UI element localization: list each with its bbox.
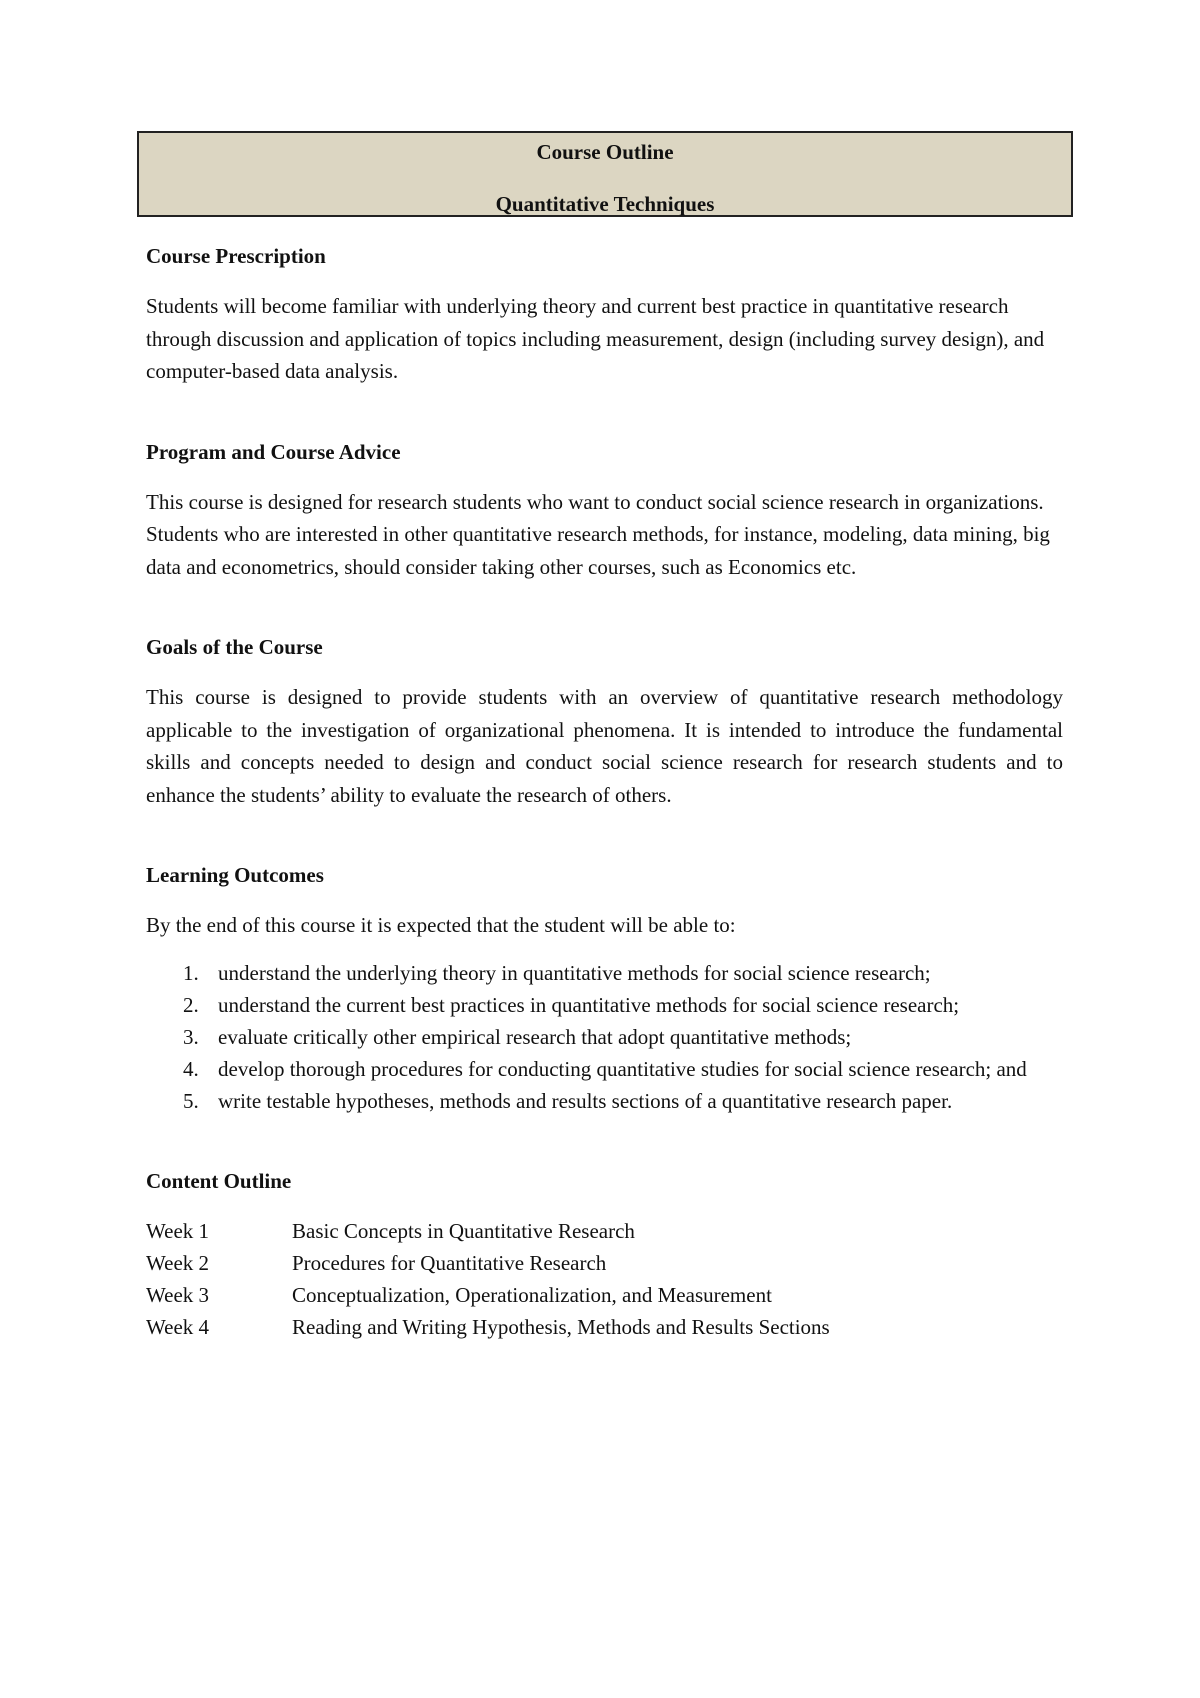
section-heading: Learning Outcomes	[146, 863, 324, 887]
section-paragraph: Students will become familiar with underlying theory and current best practice in quantitative research through discussion and application of topics including measurement, design (including survey design), and computer-based data analysis.	[146, 294, 1045, 383]
spacer	[146, 388, 1063, 436]
course-outline-title: Course Outline	[536, 140, 674, 164]
week-label: Week 3	[146, 1283, 210, 1307]
spacer	[146, 1117, 1063, 1165]
section-program-advice	[146, 436, 1063, 584]
list-item-number: 2.	[183, 993, 199, 1017]
section-paragraph: This course is designed for research students who want to conduct social science research in organizations. Students who are interested in other quantitative research methods, for instance, modeling, data mining, big data and econometrics, should consider taking other courses, such as Economics etc.	[146, 489, 1050, 579]
week-label: Week 2	[146, 1251, 210, 1275]
weeks-table	[146, 1215, 1063, 1343]
week-label: Week 1	[146, 1219, 210, 1243]
table-row	[146, 1279, 1063, 1311]
section-paragraph: This course is designed to provide students with an overview of quantitative research methodology applicable to the investigation of organizational phenomena. It is intended to introduce the fundamental skills and concepts needed to design and conduct social science research for research students and to enhance the students’ ability to evaluate the research of others.	[146, 685, 1063, 807]
list-item-number: 5.	[183, 1089, 199, 1113]
section-goals	[146, 631, 1063, 811]
week-topic: Reading and Writing Hypothesis, Methods and Results Sections	[292, 1315, 830, 1339]
table-row	[146, 1215, 1063, 1247]
list-item-number: 4.	[183, 1057, 199, 1081]
outcomes-intro: By the end of this course it is expected that the student will be able to:	[146, 913, 736, 937]
spacer	[146, 583, 1063, 631]
list-item-text: write testable hypotheses, methods and results sections of a quantitative research paper.	[218, 1089, 953, 1113]
section-course-prescription	[146, 240, 1063, 388]
list-item	[146, 1021, 1063, 1053]
list-item-text: develop thorough procedures for conducting quantitative studies for social science research; and	[218, 1057, 1027, 1081]
week-topic: Conceptualization, Operationalization, and Measurement	[292, 1283, 772, 1307]
section-heading: Content Outline	[146, 1169, 292, 1193]
list-item-text: evaluate critically other empirical research that adopt quantitative methods;	[218, 1025, 852, 1049]
section-heading: Program and Course Advice	[146, 439, 401, 464]
list-item	[146, 1085, 1063, 1117]
list-item-number: 1.	[183, 961, 199, 985]
table-row	[146, 1247, 1063, 1279]
week-topic: Basic Concepts in Quantitative Research	[292, 1219, 635, 1243]
spacer	[146, 811, 1063, 859]
list-item-number: 3.	[183, 1025, 199, 1049]
list-item-text: understand the underlying theory in quantitative methods for social science research;	[218, 961, 931, 985]
section-heading: Goals of the Course	[146, 635, 323, 659]
section-heading: Course Prescription	[146, 244, 326, 268]
list-item	[146, 957, 1063, 989]
section-content-outline	[146, 1165, 1063, 1343]
section-learning-outcomes	[146, 859, 1063, 1117]
table-row	[146, 1311, 1063, 1343]
document-content	[146, 240, 1063, 1343]
course-title-box	[137, 131, 1073, 217]
week-topic: Procedures for Quantitative Research	[292, 1251, 607, 1275]
course-name-title: Quantitative Techniques	[495, 192, 715, 216]
list-item	[146, 989, 1063, 1021]
list-item	[146, 1053, 1063, 1085]
list-item-text: understand the current best practices in quantitative methods for social science research;	[218, 993, 960, 1017]
week-label: Week 4	[146, 1315, 210, 1339]
outcomes-list	[146, 957, 1063, 1117]
